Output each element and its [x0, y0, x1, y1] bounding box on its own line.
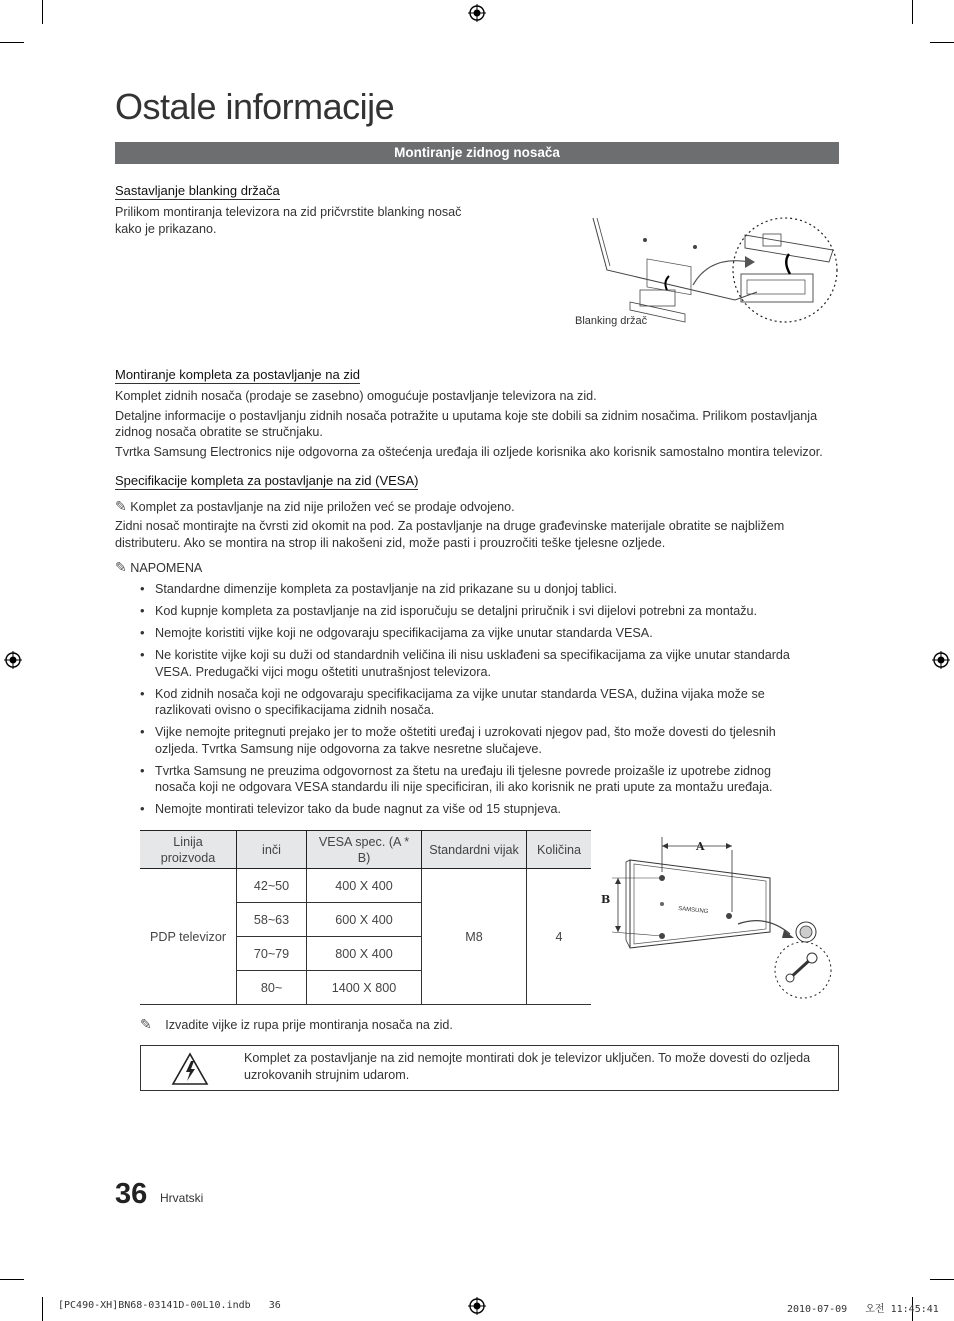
- cell-inch: 70~79: [237, 937, 307, 971]
- crop-mark: [0, 42, 24, 43]
- heading-blanking: Sastavljanje blanking držača: [115, 183, 280, 198]
- cell-inch: 80~: [237, 971, 307, 1005]
- vesa-label-a: A: [696, 840, 705, 853]
- crop-mark: [0, 1279, 24, 1280]
- crop-mark: [42, 1297, 43, 1321]
- list-item: • Tvrtka Samsung ne preuzima odgovornost za štetu na uređaju ili tjelesne povrede proizašle iz upotrebe zidnog nosača koji ne odgovara VESA standardu ili nije specificiran, ili ako korisnik ne prati upute za montažu uređaja.: [138, 763, 828, 796]
- vesa-paragraph-line: distributeru. Ako se montira na strop ili nakošeni zid, može pasti i prouzročiti teške tjelesne ozljede.: [115, 535, 666, 550]
- pencil-note-icon: ✎: [115, 498, 127, 514]
- kit-paragraph: Komplet zidnih nosača (prodaje se zasebno) omogućuje postavljanje televizora na zid.: [115, 389, 597, 403]
- screws-note: [140, 1016, 453, 1034]
- napomena-label: [115, 559, 202, 577]
- blanking-figure-label: Blanking držač: [575, 315, 648, 327]
- vesa-spec-table: [140, 830, 591, 1005]
- page-title: Ostale informacije: [115, 86, 395, 127]
- blanking-text: [115, 204, 485, 237]
- kit-paragraph: zidnog nosača obratite se stručnjaku.: [115, 425, 323, 439]
- blanking-text-line: kako je prikazano.: [115, 221, 217, 236]
- warning-box: [140, 1045, 839, 1091]
- header-product-line: Linija proizvoda: [140, 831, 237, 869]
- page-number: 36: [115, 1178, 148, 1210]
- kit-text: [115, 388, 845, 460]
- vesa-label-b: B: [601, 893, 611, 906]
- crop-mark: [930, 42, 954, 43]
- registration-mark-icon: [468, 1297, 486, 1315]
- heading-wall-mount-kit: Montiranje kompleta za postavljanje na zid: [115, 367, 360, 382]
- heading-vesa: Specifikacije kompleta za postavljanje na zid (VESA): [115, 473, 419, 488]
- table-header-row: [140, 831, 591, 869]
- registration-mark-icon: [468, 4, 486, 22]
- list-item: • Vijke nemojte pritegnuti prejako jer to može oštetiti uređaj i uzrokovati njegov pad, što može dovesti do tjelesnih ozljeda. Tvrtka Samsung nije odgovorna za takve nesretne slučajeve.: [138, 724, 828, 757]
- cell-quantity: 4: [527, 869, 592, 1005]
- section-banner: Montiranje zidnog nosača: [115, 142, 839, 164]
- kit-paragraph: Tvrtka Samsung Electronics nije odgovorna za oštećenja uređaja ili ozljede korisnika ako korisnik samostalno montira televizor.: [115, 444, 823, 459]
- warning-text: [244, 1050, 834, 1083]
- tv-brand-text: SAMSUNG: [677, 906, 709, 916]
- cell-vesa: 1400 X 800: [307, 971, 422, 1005]
- warning-text-line: uzrokovanih strujnim udarom.: [244, 1067, 410, 1082]
- high-voltage-warning-icon: [171, 1052, 209, 1086]
- vesa-paragraph: [115, 518, 845, 551]
- list-item: • Ne koristite vijke koji su duži od standardnih veličina ili nisu usklađeni sa specifikacijama za vijke unutar standarda VESA. Predugački vijci mogu oštetiti unutrašnjost televizora.: [138, 647, 828, 680]
- list-item: • Standardne dimenzije kompleta za postavljanje na zid prikazane su u donjoj tablici.: [138, 581, 828, 598]
- cell-vesa: 400 X 400: [307, 869, 422, 903]
- vesa-note-1-text: Komplet za postavljanje na zid nije priložen već se prodaje odvojeno.: [130, 500, 515, 514]
- print-date-info: 2010-07-09 오전 11:45:41: [787, 1304, 939, 1315]
- header-quantity: Količina: [527, 831, 592, 869]
- cell-inch: 58~63: [237, 903, 307, 937]
- list-item: • Nemojte koristiti vijke koji ne odgovaraju specifikacijama za vijke unutar standarda VESA.: [138, 625, 828, 642]
- cell-inch: 42~50: [237, 869, 307, 903]
- cell-vesa: 600 X 400: [307, 903, 422, 937]
- vesa-paragraph-line: Zidni nosač montirajte na čvrsti zid okomit na pod. Za postavljanje na druge građevinske materijale obratite se najbližem: [115, 519, 785, 533]
- vesa-mount-figure: [598, 832, 843, 1002]
- blanking-text-line: Prilikom montiranja televizora na zid pričvrstite blanking nosač: [115, 205, 462, 219]
- cell-vesa: 800 X 400: [307, 937, 422, 971]
- pencil-note-icon: ✎: [115, 559, 127, 575]
- kit-paragraph: Detaljne informacije o postavljanju zidnih nosača potražite u uputama koje ste dobili sa zidnim nosačima. Prilikom postavljanja: [115, 408, 818, 423]
- note-bullet-list: [138, 581, 828, 823]
- list-item: • Kod zidnih nosača koji ne odgovaraju specifikacijama za vijke unutar standarda VESA, dužina vijaka može se razlikovati ovisno o specifikacijama zidnih nosača.: [138, 686, 828, 719]
- cell-product-line: PDP televizor: [140, 869, 237, 1005]
- registration-mark-icon: [4, 651, 22, 669]
- header-inch: inči: [237, 831, 307, 869]
- crop-mark: [930, 1279, 954, 1280]
- list-item: • Kod kupnje kompleta za postavljanje na zid isporučuju se detaljni priručnik i svi dijelovi potrebni za montažu.: [138, 603, 828, 620]
- crop-mark: [42, 0, 43, 24]
- print-file-info: [PC490-XH]BN68-03141D-00L10.indb 36: [58, 1300, 281, 1311]
- napomena-text: NAPOMENA: [130, 561, 203, 575]
- cell-screw: M8: [422, 869, 527, 1005]
- vesa-note-1: [115, 498, 845, 516]
- screws-note-text: Izvadite vijke iz rupa prije montiranja nosača na zid.: [165, 1018, 453, 1032]
- crop-mark: [912, 0, 913, 24]
- list-item: • Nemojte montirati televizor tako da bude nagnut za više od 15 stupnjeva.: [138, 801, 828, 818]
- header-vesa: VESA spec. (A * B): [307, 831, 422, 869]
- registration-mark-icon: [932, 651, 950, 669]
- header-screw: Standardni vijak: [422, 831, 527, 869]
- page-language: Hrvatski: [160, 1191, 204, 1205]
- pencil-note-icon: ✎: [140, 1016, 152, 1032]
- warning-text-line: Komplet za postavljanje na zid nemojte montirati dok je televizor uključen. To može dovesti do ozljeda: [244, 1051, 811, 1065]
- table-row: [140, 869, 591, 903]
